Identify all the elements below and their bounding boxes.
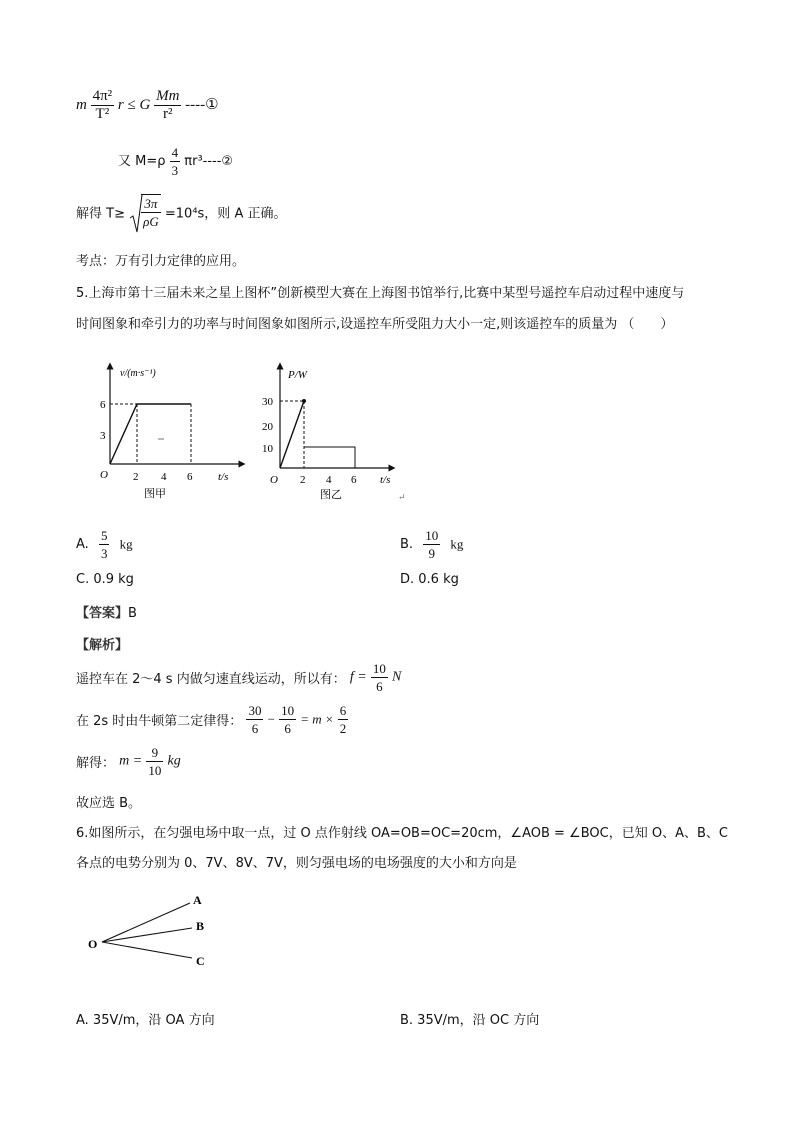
point-c-label: C xyxy=(196,954,205,968)
eq1-r: r ≤ G xyxy=(117,96,151,113)
graph-b-ytick-20: 20 xyxy=(262,421,273,433)
q6-text-line2: 各点的电势分别为 0、7V、8V、7V，则匀强电场的电场强度的大小和方向是 xyxy=(76,856,517,871)
graph-a-ylabel: v/(m·s⁻¹) xyxy=(120,368,156,379)
q5-solution-1: 遥控车在 2～4 s 内做匀速直线运动，所以有： f = $\frac{10}{6}$ N xyxy=(76,661,402,694)
graph-b-xlabel: t/s xyxy=(380,474,391,486)
eq1-tag: ----① xyxy=(185,96,219,113)
point-a-label: A xyxy=(193,893,202,907)
graph-b-power-rise xyxy=(280,401,304,468)
q5-text-line1: 5.上海市第十三届未来之星上图杯”创新模型大赛在上海图书馆举行,比赛中某型号遥控车启动过程中速度与 xyxy=(76,286,685,301)
graph-b-ytick-30: 30 xyxy=(262,396,273,408)
equation-2: 又 M=ρ $\frac{4}{3}$ πr³----② xyxy=(118,145,234,178)
graph-b-xtick-2: 2 xyxy=(300,474,306,486)
q5-solution-3: 解得： m = $\frac{9}{10}$ kg xyxy=(76,745,181,778)
equation-3: 解得 T≥ $\frac{3\pi}{\rho G}$ =10⁴s，则 A 正确。 xyxy=(76,194,286,230)
eq1-fraction-right: $\frac{Mm}{\text{r²}}$ xyxy=(156,88,180,122)
point-o-label: O xyxy=(88,937,98,951)
graph-a-ytick-3: 3 xyxy=(100,430,106,442)
equation-1 xyxy=(76,88,219,123)
graph-a-xtick-2: 2 xyxy=(133,471,139,483)
sqrt-expression: $\frac{3\pi}{\rho G}$ xyxy=(129,194,161,230)
answer-tag: 【答案】 xyxy=(76,606,129,621)
return-mark: ↵ xyxy=(398,492,406,502)
kaodian: 考点：万有引力定律的应用。 xyxy=(76,254,246,269)
eq1-m: m xyxy=(76,96,87,113)
q6-option-b: B. 35V/m，沿 OC 方向 xyxy=(400,1013,540,1028)
graph-a-xtick-6: 6 xyxy=(187,471,193,483)
q6-text-line1: 6.如图所示，在匀强电场中取一点，过 O 点作射线 OA=OB=OC=20cm，∠AOB = ∠BOC，已知 O、A、B、C xyxy=(76,826,728,841)
graph-a-caption: 图甲 xyxy=(144,488,166,500)
graph-power-time xyxy=(262,360,422,510)
q5-text-line2: 时间图象和牵引力的功率与时间图象如图所示,设遥控车所受阻力大小一定,则该遥控车的质量为 （ ） xyxy=(76,317,674,332)
answer-value: B xyxy=(128,606,137,621)
graph-b-power-constant xyxy=(304,447,355,468)
graph-b-origin: O xyxy=(270,474,278,486)
q6-option-a: A. 35V/m，沿 OA 方向 xyxy=(76,1013,215,1028)
ray-ob xyxy=(102,928,192,942)
ray-oc xyxy=(102,942,192,958)
q5-answer xyxy=(76,602,137,621)
point-b-label: B xyxy=(196,919,205,933)
graph-b-ylabel: P/W xyxy=(288,369,307,381)
graph-b-xtick-4: 4 xyxy=(326,474,332,486)
graph-a-xlabel: t/s xyxy=(218,471,229,483)
graph-a-origin: O xyxy=(100,469,108,481)
q5-conclusion: 故应选 B。 xyxy=(76,796,142,811)
eq1-fraction-left: $\frac{\text{4π²}}{\text{T²}}$ xyxy=(92,88,113,122)
graph-a-ytick-6: 6 xyxy=(100,399,106,411)
graph-velocity-time xyxy=(92,360,252,510)
graph-b-xtick-6: 6 xyxy=(351,474,357,486)
graph-a-xtick-4: 4 xyxy=(161,471,167,483)
sqrt-sign-icon xyxy=(129,194,143,234)
q5-option-c: C. 0.9 kg xyxy=(76,572,134,587)
graph-b-ytick-10: 10 xyxy=(262,443,273,455)
q5-option-b: B. $\frac{10}{9}$ kg xyxy=(400,528,464,561)
q5-option-d: D. 0.6 kg xyxy=(400,572,459,587)
graph-b-caption: 图乙 xyxy=(320,489,342,501)
q5-solution-2: 在 2s 时由牛顿第二定律得： $\frac{30}{6}$ − $\frac{10}{6}$ = m × $\frac{6}{2}$ xyxy=(76,703,347,736)
ray-oa xyxy=(102,903,190,942)
graph-b-peak-point xyxy=(302,399,306,403)
graph-a-velocity-curve xyxy=(110,404,191,464)
rays-figure xyxy=(82,888,222,972)
q5-option-a: A. $\frac{5}{3}$ kg xyxy=(76,528,133,561)
q5-analysis-tag: 【解析】 xyxy=(76,638,129,653)
